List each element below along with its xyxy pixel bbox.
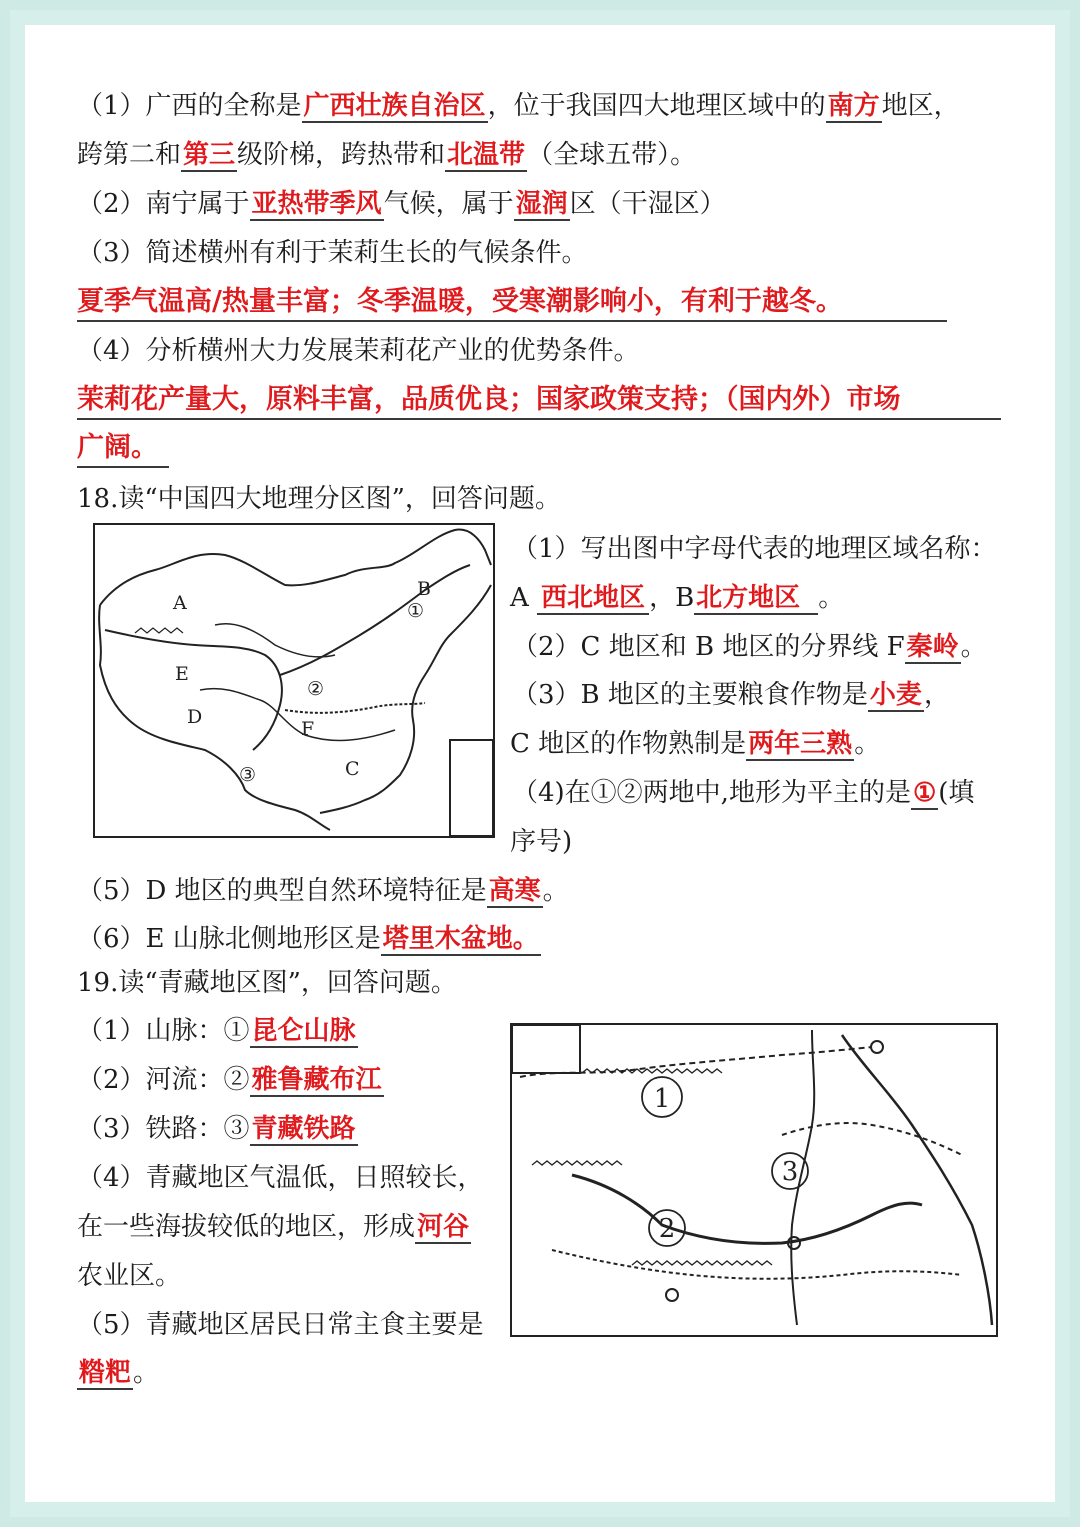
kunlun-mountain-range	[582, 1069, 722, 1073]
q19-p1: （1）山脉：①昆仑山脉	[77, 1016, 356, 1046]
answer-valley: 河谷	[417, 1212, 470, 1242]
city-marker-shigatse	[666, 1289, 678, 1301]
corner-inset	[512, 1025, 580, 1073]
q17-p3-answer: 夏季气温高/热量丰富；冬季温暖，受寒潮影响小，有利于越冬。	[77, 284, 947, 322]
answer-railway: 青藏铁路	[251, 1114, 356, 1144]
q19-p4-line2: 在一些海拔较低的地区，形成河谷	[77, 1212, 470, 1242]
gangdise-mountains	[532, 1161, 622, 1165]
q17-p4-question: （4）分析横州大力发展茉莉花产业的优势条件。	[77, 336, 640, 366]
tibet-map-drawing	[512, 1025, 996, 1335]
qinling-line	[285, 703, 425, 713]
south-border	[552, 1250, 962, 1279]
yellow-river	[215, 624, 335, 657]
q19-title: 19.读“青藏地区图”，回答问题。	[77, 968, 457, 998]
answer-south-region: 南方	[827, 91, 880, 121]
china-regions-map	[93, 523, 495, 838]
q18-p4-line1: （4)在①②两地中,地形为平主的是①(填	[512, 778, 975, 808]
q19-p4-line1: （4）青藏地区气温低，日照较长，	[77, 1163, 484, 1193]
q18-p1-question: （1）写出图中字母代表的地理区域名称：	[512, 534, 997, 564]
answer-climate: 亚热带季风	[251, 189, 382, 219]
q17-p1-line1: （1）广西的全称是广西壮族自治区，位于我国四大地理区域中的南方地区，	[77, 91, 960, 121]
q19-p4-line3: 农业区。	[77, 1261, 182, 1291]
label-circle-2: ②	[307, 678, 325, 700]
q18-p6: （6）E 山脉北侧地形区是塔里木盆地。	[77, 924, 539, 954]
q19-p3: （3）铁路：③青藏铁路	[77, 1114, 356, 1144]
yangtze-river	[200, 689, 395, 741]
answer-wheat: 小麦	[869, 680, 922, 710]
river-east	[842, 1035, 992, 1325]
q19-p5-line2: 糌粑。	[79, 1358, 160, 1388]
label-B: B	[417, 578, 431, 600]
answer-tsampa: 糌粑	[79, 1358, 132, 1388]
south-sea-inset	[450, 740, 493, 836]
qinghai-tibet-map	[510, 1023, 998, 1337]
boundary-north	[280, 565, 470, 675]
q17-p3-question: （3）简述横州有利于茉莉生长的气候条件。	[77, 238, 588, 268]
q18-p5: （5）D 地区的典型自然环境特征是高寒。	[77, 876, 569, 906]
answer-region-B: 北方地区	[694, 583, 818, 615]
answer-yarlung: 雅鲁藏布江	[251, 1065, 382, 1095]
label-circle-1: ①	[407, 600, 425, 622]
label-circle-3: ③	[239, 764, 257, 786]
label-D: D	[187, 706, 203, 728]
q17-p4-answer-line1: 茉莉花产量大，原料丰富，品质优良；国家政策支持；（国内外）市场	[77, 382, 1001, 420]
answer-humid: 湿润	[515, 189, 568, 219]
label-E: E	[175, 663, 189, 685]
answer-region-A: 西北地区	[537, 583, 649, 615]
kunlun-mountains	[135, 628, 183, 633]
answer-qinling: 秦岭	[906, 632, 959, 662]
q18-p1-answers: A 西北地区 ，B北方地区 。	[510, 583, 845, 613]
q18-p3-line2: C 地区的作物熟制是两年三熟。	[510, 729, 881, 759]
label-A: A	[173, 592, 187, 614]
q17-p1-line2: 跨第二和第三级阶梯，跨热带和北温带（全球五带）。	[77, 140, 697, 170]
q18-p2: （2）C 地区和 B 地区的分界线 F秦岭。	[512, 632, 987, 662]
q17-p4-answer-line2: 广阔。	[77, 430, 169, 468]
boundary-west	[105, 630, 282, 750]
himalaya-mountains	[632, 1261, 772, 1265]
label-C: C	[345, 758, 360, 780]
q19-p5-line1: （5）青藏地区居民日常主食主要是	[77, 1310, 484, 1340]
q18-p3-line1: （3）B 地区的主要粮食作物是小麦，	[512, 680, 950, 710]
answer-tarim-basin: 塔里木盆地。	[382, 924, 539, 954]
answer-guangxi-fullname: 广西壮族自治区	[303, 91, 486, 121]
answer-kunlun: 昆仑山脉	[251, 1016, 356, 1046]
north-boundary	[520, 1047, 872, 1077]
label-2: 2	[658, 1214, 676, 1244]
answer-cropping: 两年三熟	[748, 729, 853, 759]
answer-high-cold: 高寒	[488, 876, 541, 906]
yarlung-river	[572, 1175, 922, 1243]
q19-p2: （2）河流：②雅鲁藏布江	[77, 1065, 382, 1095]
q17-p2: （2）南宁属于亚热带季风气候，属于湿润区（干湿区）	[77, 189, 726, 219]
q18-title: 18.读“中国四大地理分区图”，回答问题。	[77, 484, 561, 514]
q18-p4-line2: 序号)	[510, 827, 573, 857]
china-map-drawing	[95, 525, 493, 836]
answer-third-step: 第三	[183, 140, 236, 170]
southwest-border	[99, 605, 330, 830]
north-border	[100, 530, 491, 605]
label-F: F	[301, 718, 315, 740]
answer-north-temperate: 北温带	[447, 140, 526, 170]
city-marker-xining	[871, 1041, 883, 1053]
label-1: 1	[653, 1084, 671, 1114]
label-3: 3	[781, 1157, 799, 1187]
answer-plain-location: ①	[912, 778, 937, 808]
